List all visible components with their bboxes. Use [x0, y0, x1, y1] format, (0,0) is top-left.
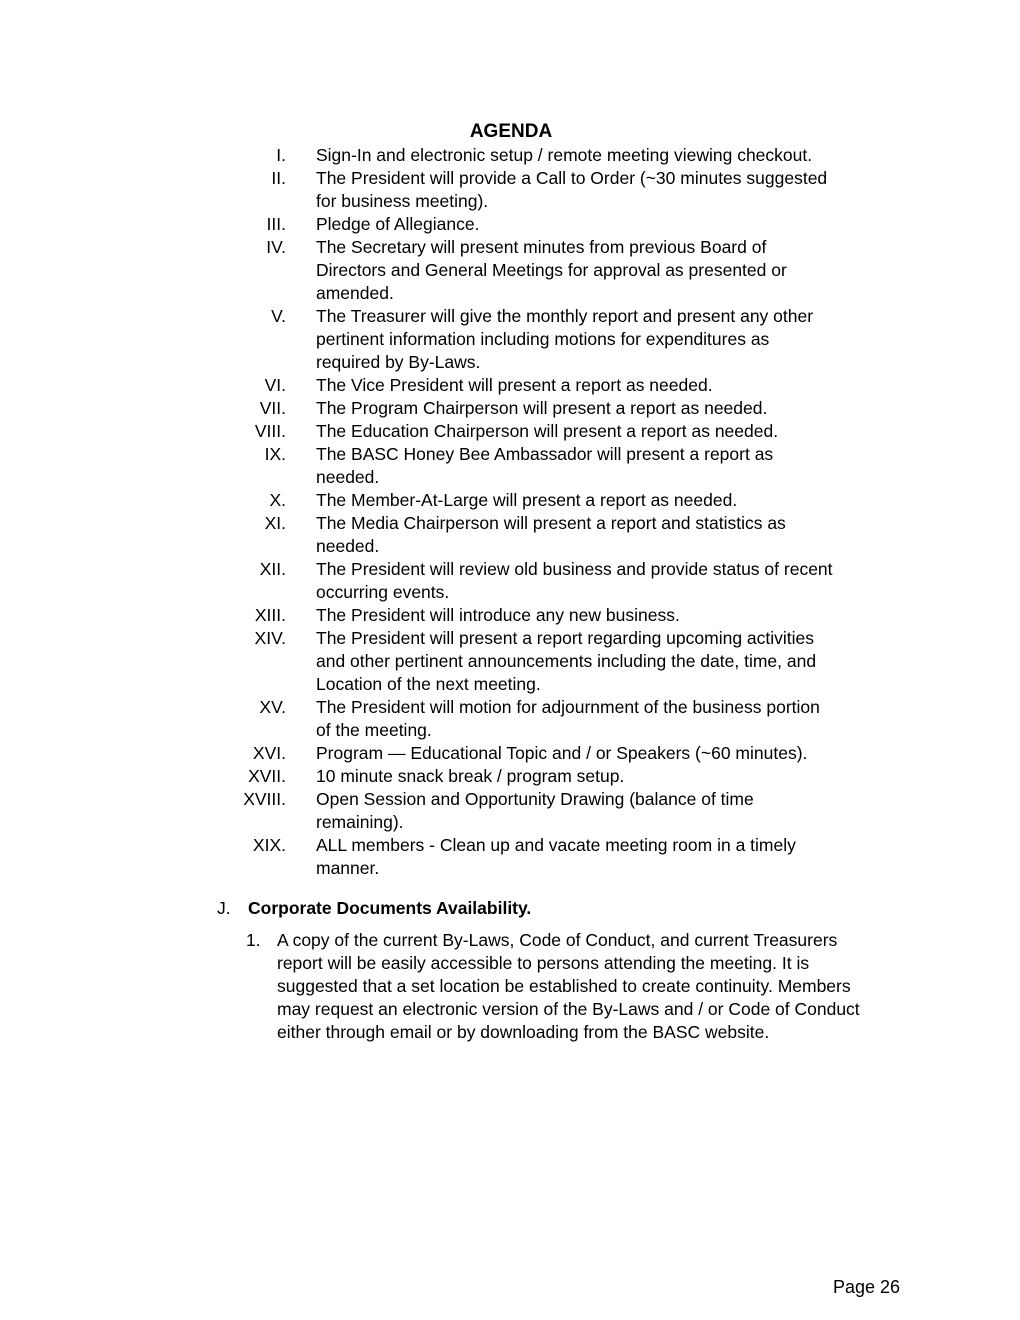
agenda-item-number: XVII.: [248, 766, 286, 786]
agenda-item-number: VII.: [259, 398, 286, 418]
agenda-item-number: VIII.: [254, 421, 286, 441]
agenda-item-number: I.: [276, 145, 286, 165]
agenda-item: [0, 627, 1020, 696]
page-number: Page 26: [832, 1277, 900, 1297]
agenda-item-text: The Vice President will present a report as needed.: [316, 375, 713, 395]
agenda-item: [0, 374, 1020, 397]
agenda-item-number: XI.: [264, 513, 286, 533]
agenda-item: [0, 236, 1020, 305]
agenda-item-text: The President will review old business and provide status of recent occurring events.: [316, 559, 833, 602]
agenda-item-text: Pledge of Allegiance.: [316, 214, 480, 234]
agenda-item: [0, 397, 1020, 420]
agenda-item-number: XVI.: [252, 743, 286, 763]
agenda-item: [0, 558, 1020, 604]
agenda-item: [0, 604, 1020, 627]
agenda-item-text: Open Session and Opportunity Drawing (balance of time remaining).: [316, 789, 754, 832]
agenda-item-number: IV.: [266, 237, 286, 257]
agenda-item-number: VI.: [264, 375, 286, 395]
agenda-item-number: X.: [269, 490, 286, 510]
agenda-item-text: The Secretary will present minutes from previous Board of Directors and General Meetings for approval as presented or amended.: [316, 237, 787, 303]
agenda-item-number: XII.: [259, 559, 286, 579]
agenda-item-text: The Education Chairperson will present a report as needed.: [316, 421, 779, 441]
agenda-item-text: The Treasurer will give the monthly report and present any other pertinent information including motions for expenditures as required by By-Laws.: [316, 306, 814, 372]
agenda-item-text: The President will motion for adjournment of the business portion of the meeting.: [316, 697, 820, 740]
agenda-item: [0, 834, 1020, 880]
section-item-text: A copy of the current By-Laws, Code of Conduct, and current Treasurers report will be easily accessible to persons attending the meeting. It is suggested that a set location be established to create continuity. Members may request an electronic version of the By-Laws and / or Code of Conduct either through email or by downloading from the BASC website.: [277, 930, 860, 1042]
agenda-item-number: XIV.: [254, 628, 286, 648]
agenda-item: [0, 167, 1020, 213]
agenda-item: [0, 788, 1020, 834]
agenda-item: [0, 305, 1020, 374]
section-heading: [217, 897, 531, 920]
agenda-item-number: XIII.: [254, 605, 286, 625]
agenda-item-text: The Media Chairperson will present a report and statistics as needed.: [316, 513, 786, 556]
agenda-title: [0, 121, 1020, 143]
agenda-item-text: ALL members - Clean up and vacate meeting room in a timely manner.: [316, 835, 796, 878]
agenda-item-number: V.: [271, 306, 286, 326]
agenda-item-text: The President will present a report regarding upcoming activities and other pertinent announcements including the date, time, and Location of the next meeting.: [316, 628, 817, 694]
agenda-item-text: The President will provide a Call to Order (~30 minutes suggested for business meeting).: [316, 168, 828, 211]
agenda-item-text: 10 minute snack break / program setup.: [316, 766, 625, 786]
agenda-item: [0, 696, 1020, 742]
agenda-item-number: XV.: [259, 697, 286, 717]
agenda-item: [0, 213, 1020, 236]
agenda-item-number: XIX.: [252, 835, 286, 855]
agenda-item-text: Sign-In and electronic setup / remote meeting viewing checkout.: [316, 145, 813, 165]
agenda-item-text: The President will introduce any new business.: [316, 605, 680, 625]
agenda-item: [0, 489, 1020, 512]
agenda-item-text: The Member-At-Large will present a report as needed.: [316, 490, 738, 510]
agenda-item-number: IX.: [264, 444, 286, 464]
agenda-item-text: The Program Chairperson will present a report as needed.: [316, 398, 768, 418]
agenda-item-text: The BASC Honey Bee Ambassador will present a report as needed.: [316, 444, 774, 487]
agenda-item-text: Program — Educational Topic and / or Speakers (~60 minutes).: [316, 743, 808, 763]
section-title: Corporate Documents Availability.: [248, 898, 532, 918]
agenda-item: [0, 443, 1020, 489]
agenda-title-text: AGENDA: [469, 121, 553, 142]
agenda-list: [0, 144, 1020, 880]
agenda-item: [0, 742, 1020, 765]
agenda-item: [0, 512, 1020, 558]
agenda-item: [0, 765, 1020, 788]
agenda-item-number: II.: [271, 168, 286, 188]
section-item-number: 1.: [246, 930, 261, 950]
section-item: [246, 929, 882, 1044]
agenda-item-number: III.: [266, 214, 286, 234]
agenda-item: [0, 144, 1020, 167]
agenda-item: [0, 420, 1020, 443]
agenda-item-number: XVIII.: [243, 789, 286, 809]
section-letter: J.: [217, 898, 231, 918]
